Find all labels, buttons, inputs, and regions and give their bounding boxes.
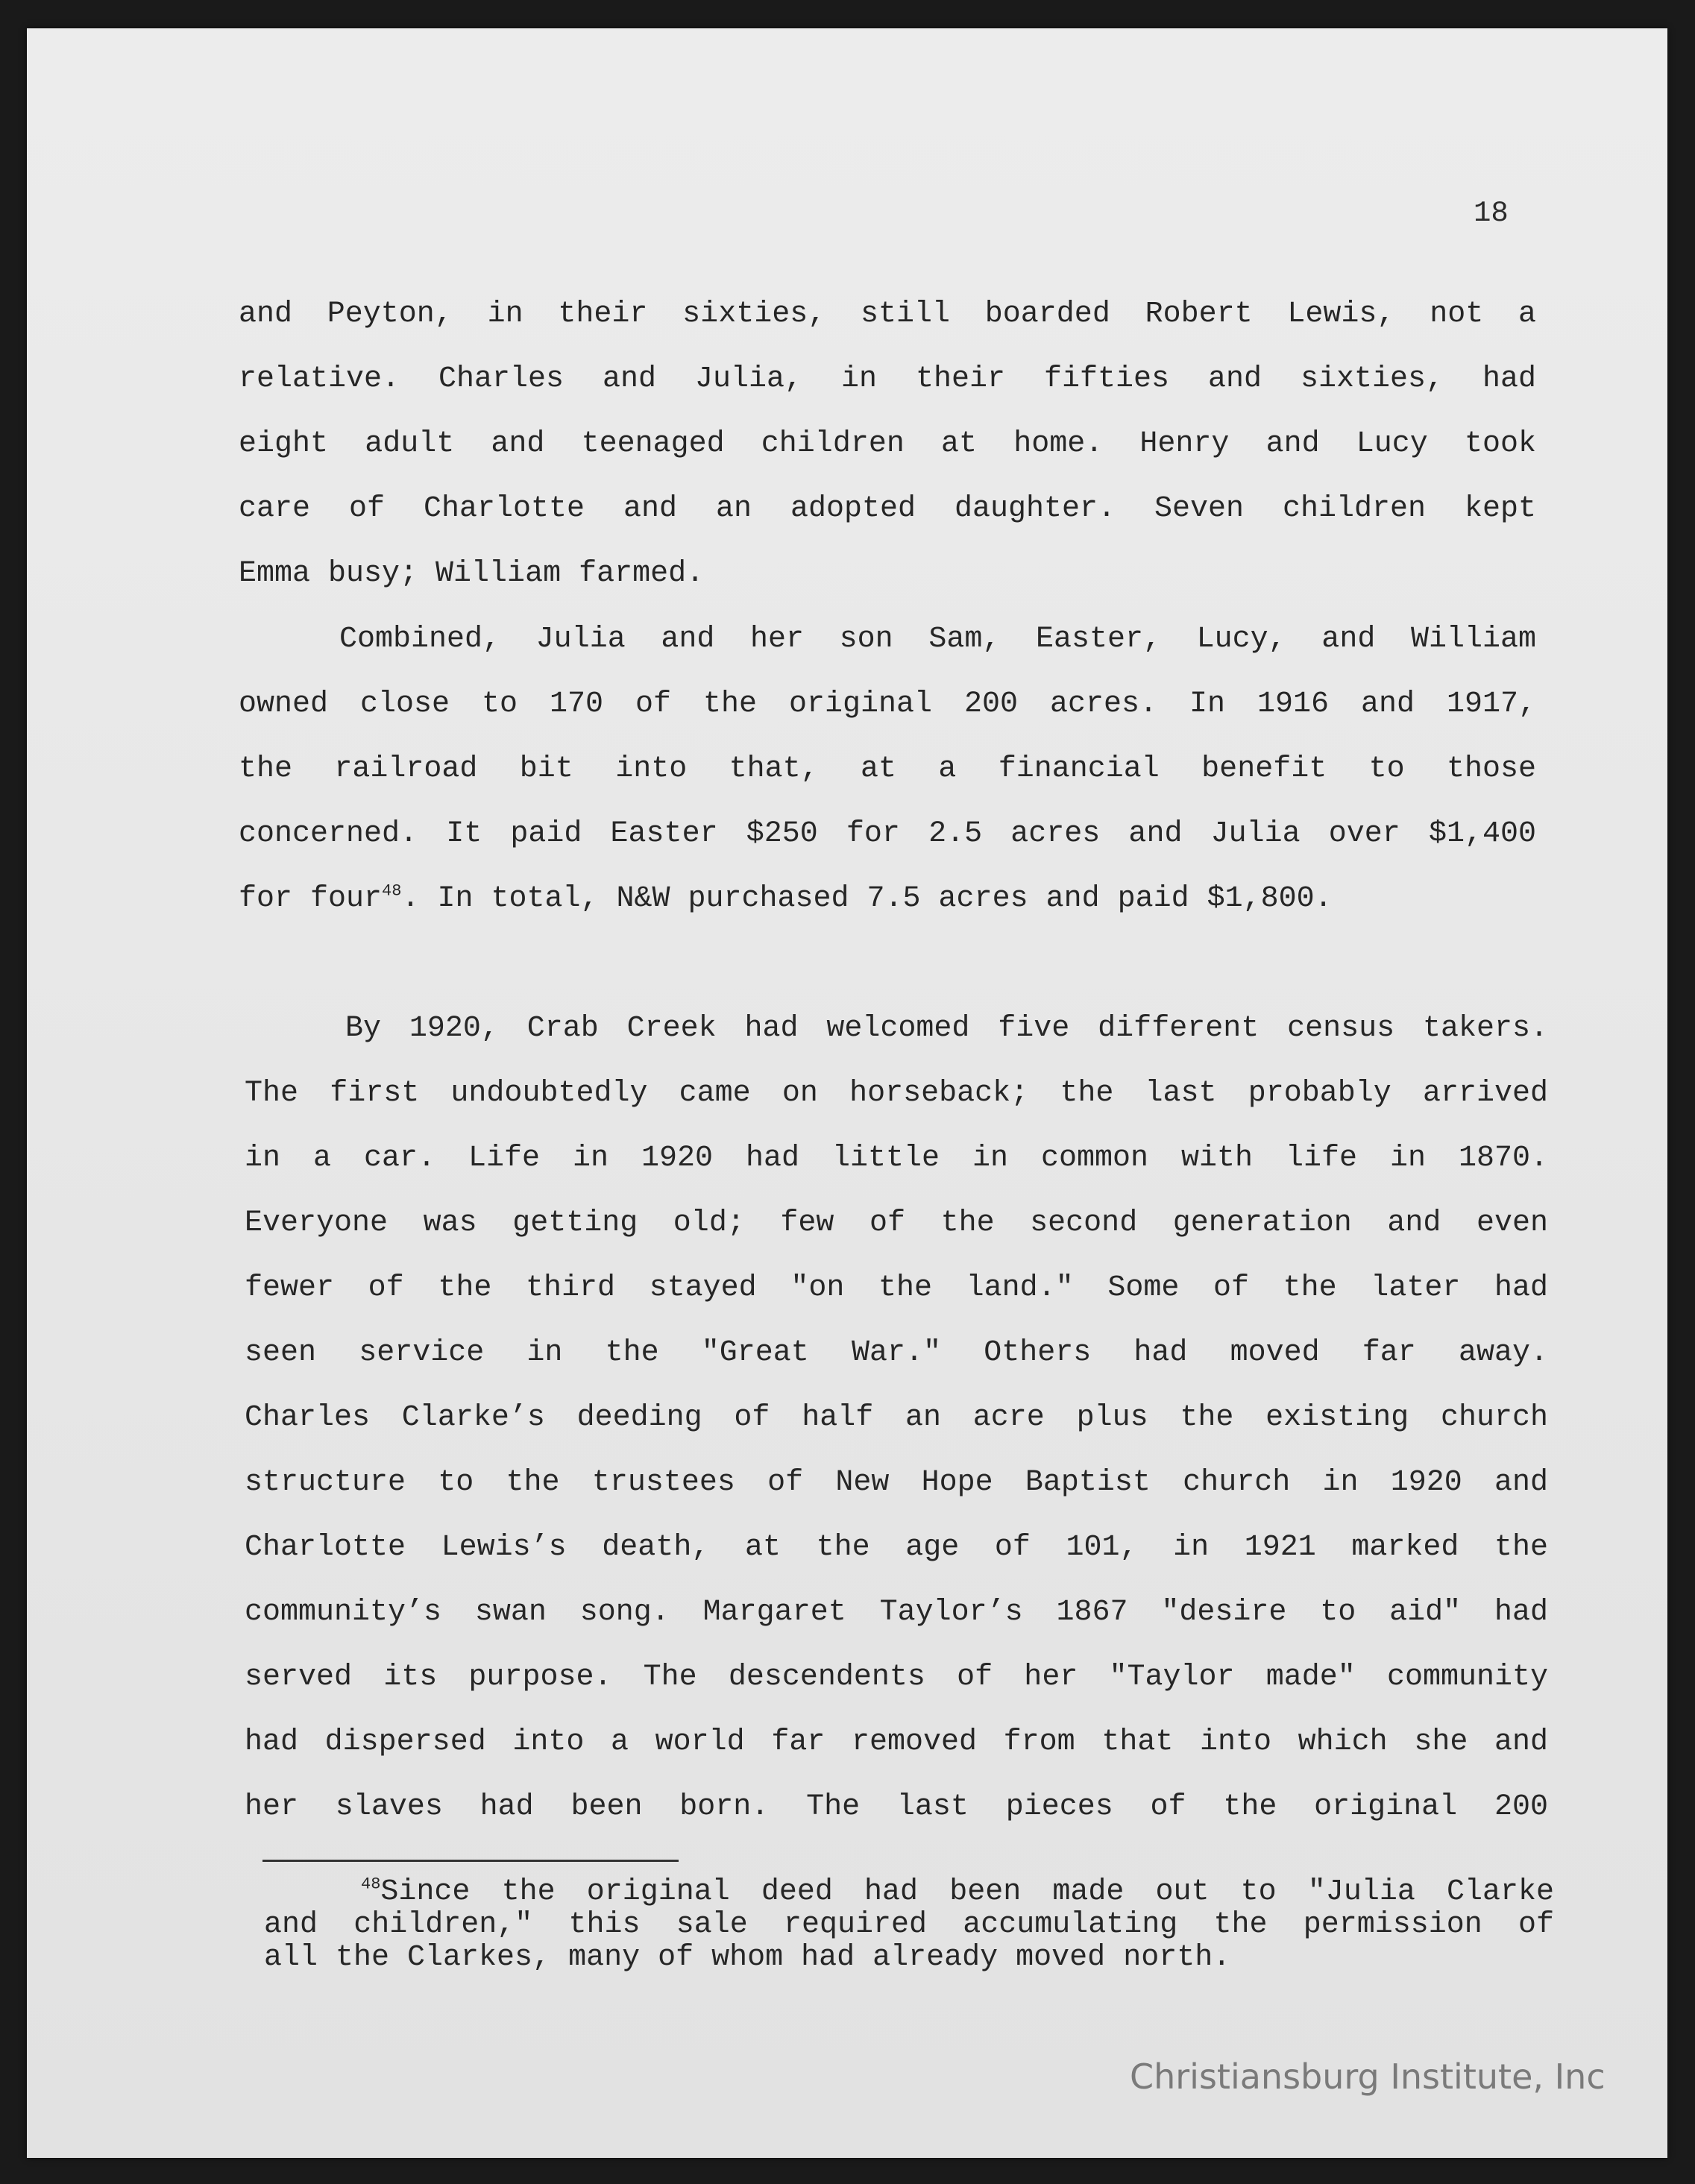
footnote-line: all the Clarkes, many of whom had already moved north. [264,1941,1231,1974]
watermark: Christiansburg Institute, Inc [1130,2056,1606,2097]
text-line: Charlotte Lewis’s death, at the age of 101, in 1921 marked the [245,1531,1548,1564]
footnote-number: 48 [361,1875,381,1894]
text-line: Combined, Julia and her son Sam, Easter, Lucy, and William [339,623,1536,656]
text-line: Emma busy; William farmed. [239,557,705,591]
document-page [27,28,1667,2158]
page-number: 18 [1474,197,1509,230]
text-line: The first undoubtedly came on horseback; the last probably arrived [245,1077,1548,1110]
text-line: her slaves had been born. The last pieces of the original 200 [245,1790,1548,1824]
text-line: fewer of the third stayed "on the land." Some of the later had [245,1271,1548,1305]
text-line: By 1920, Crab Creek had welcomed five different census takers. [345,1012,1548,1045]
text-line: care of Charlotte and an adopted daughter. Seven children kept [239,492,1536,526]
text-line: Everyone was getting old; few of the second generation and even [245,1206,1548,1240]
footnote [264,1876,1554,1974]
footnote-line: and children," this sale required accumulating the permission of [264,1908,1554,1942]
text-line: served its purpose. The descendents of her "Taylor made" community [245,1661,1548,1694]
text-segment: Since the original deed had been made out to "Julia Clarke [380,1875,1554,1909]
paragraph-2 [239,607,1536,931]
text-line: had dispersed into a world far removed from that into which she and [245,1725,1548,1759]
text-line: seen service in the "Great War." Others had moved far away. [245,1336,1548,1370]
text-line: in a car. Life in 1920 had little in common with life in 1870. [245,1142,1548,1175]
text-line: Charles Clarke’s deeding of half an acre plus the existing church [245,1401,1548,1435]
text-line: community’s swan song. Margaret Taylor’s 1867 "desire to aid" had [245,1596,1548,1629]
text-line: owned close to 170 of the original 200 acres. In 1916 and 1917, [239,687,1536,721]
text-line: concerned. It paid Easter $250 for 2.5 acres and Julia over $1,400 [239,817,1536,851]
text-line: the railroad bit into that, at a financial benefit to those [239,752,1536,786]
footnote-line [264,1876,1554,1909]
footnote-divider [262,1860,679,1862]
text-line: eight adult and teenaged children at home. Henry and Lucy took [239,427,1536,461]
text-line: and Peyton, in their sixties, still boarded Robert Lewis, not a [239,298,1536,331]
text-line: structure to the trustees of New Hope Baptist church in 1920 and [245,1466,1548,1499]
paragraph-3 [245,996,1548,1840]
text-line: relative. Charles and Julia, in their fifties and sixties, had [239,362,1536,396]
footnote-reference: 48 [382,881,402,901]
text-line-with-footnote [239,866,1536,931]
paragraph-1 [239,282,1536,606]
text-segment: for four [239,882,383,916]
text-segment: . In total, N&W purchased 7.5 acres and paid $1,800. [401,882,1333,916]
